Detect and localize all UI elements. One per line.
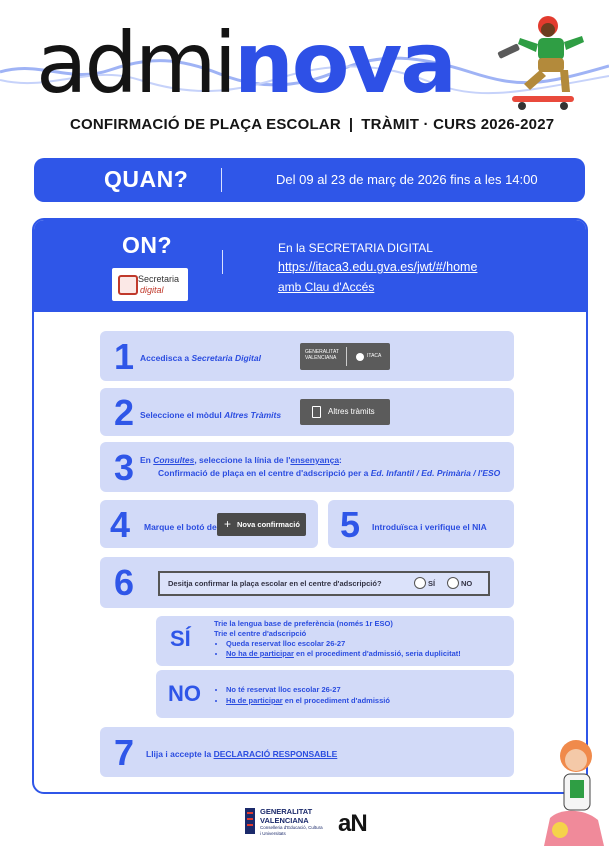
logo-wordmark (36, 14, 455, 112)
nova-confirmacio-label: Nova confirmació (237, 520, 300, 529)
declaracio-responsable-link[interactable]: DECLARACIÓ RESPONSABLE (213, 749, 338, 759)
secretaria-digital-logo (112, 268, 188, 301)
step-2-pre: Seleccione el mòdul (140, 410, 225, 420)
skater-illustration (478, 8, 588, 112)
step-1-number: 1 (114, 336, 135, 377)
logo-admi: admi (36, 14, 234, 112)
step-3 (100, 442, 514, 492)
step-7-number: 7 (114, 732, 135, 773)
gva-line2: VALENCIANA (260, 816, 309, 825)
clipboard-icon (312, 406, 321, 418)
step-1-pre: Accedisca a (140, 353, 192, 363)
adminova-small-logo: aN (338, 810, 367, 837)
step-3-line2b: Ed. Infantil / Ed. Primària / l'ESO (370, 468, 501, 478)
gva-line4: i Universitats (260, 831, 286, 836)
option-no-bullet2a: Ha de participar (226, 696, 283, 705)
gva-text (260, 807, 323, 837)
step-2-text (140, 410, 281, 420)
when-label: QUAN? (104, 166, 189, 192)
where-panel (32, 218, 588, 794)
option-si-bullet2a: No ha de participar (226, 649, 294, 658)
badge-itaca: ITACA (367, 353, 382, 359)
step-5 (328, 500, 514, 548)
step-7 (100, 727, 514, 777)
gva-emblem-icon (244, 804, 256, 838)
badge-gva: GENERALITAT VALENCIANA (305, 349, 339, 361)
step-3-c: , seleccione la línia de l' (194, 455, 291, 465)
option-si (156, 616, 514, 666)
adminova-logo (0, 0, 609, 112)
altres-tramits-label: Altres tràmits (328, 407, 375, 416)
laptop-icon (118, 275, 138, 295)
radio-no[interactable] (447, 577, 459, 589)
student-illustration (540, 730, 609, 846)
option-si-line1: Trie la lengua base de preferència (només 1r ESO) (214, 619, 393, 628)
option-no-text (214, 684, 509, 706)
when-divider (221, 168, 222, 192)
step-3-consultes: Consultes (153, 455, 195, 465)
step-5-text: Introduïsca i verifique el NIA (372, 522, 487, 532)
radio-si-label: SÍ (428, 579, 436, 588)
option-si-bullet2b: en el procediment d'admissió, seria duplicitat! (293, 649, 461, 658)
radio-si[interactable] (414, 577, 426, 589)
step-7-pre: Llija i accepte la (146, 749, 214, 759)
step-3-ensenyanca: ensenyança (290, 455, 340, 465)
badge-divider (346, 347, 347, 366)
subtitle-right: TRÀMIT · CURS 2026-2027 (361, 116, 555, 133)
subtitle-left: CONFIRMACIÓ DE PLAÇA ESCOLAR (70, 116, 341, 133)
step-6-number: 6 (114, 562, 135, 603)
option-si-bullet2 (226, 649, 509, 659)
subtitle-separator: | (348, 116, 354, 133)
gva-line1: GENERALITAT (260, 807, 313, 816)
where-line1: En la SECRETARIA DIGITAL (278, 241, 433, 255)
step-2-number: 2 (114, 392, 135, 433)
step-4-text: Marque el botó de (144, 522, 217, 532)
step-6 (100, 557, 514, 608)
option-si-label: SÍ (170, 626, 191, 651)
step-5-number: 5 (340, 504, 361, 545)
step-1 (100, 331, 514, 381)
sd-logo-text1: Secretaria (138, 274, 180, 284)
confirm-question: Desitja confirmar la plaça escolar en el centre d'adscripció? (168, 579, 382, 588)
step-1-em: Secretaria Digital (191, 353, 261, 363)
option-si-line2: Trie el centre d'adscripció (214, 629, 307, 638)
option-si-text (214, 619, 509, 659)
step-2-em: Altres Tràmits (224, 410, 282, 420)
option-no-bullet2b: en el procediment d'admissió (282, 696, 390, 705)
plus-icon: + (224, 517, 232, 531)
option-si-bullet1: • Queda reservat lloc escolar 26-27 (226, 639, 509, 649)
step-3-number: 3 (114, 447, 135, 488)
sd-logo-text2: digital (140, 285, 164, 295)
option-no (156, 670, 514, 718)
altres-tramits-button[interactable] (300, 399, 390, 425)
page-subtitle (70, 116, 554, 133)
clau-acces-link[interactable]: amb Clau d'Accés (278, 280, 375, 294)
step-4-number: 4 (110, 504, 131, 545)
when-banner (34, 158, 585, 202)
gva-line3: Conselleria d'Educació, Cultura (260, 825, 323, 830)
gva-itaca-badge (300, 343, 390, 370)
step-1-text (140, 353, 261, 363)
option-no-bullet2 (226, 695, 509, 706)
when-text: Del 09 al 23 de març de 2026 fins a les 14:00 (276, 172, 538, 187)
itaca-link[interactable]: https://itaca3.edu.gva.es/jwt/#/home (278, 260, 478, 274)
step-3-e: : (339, 455, 342, 465)
step-4 (100, 500, 318, 548)
logo-nova: nova (233, 14, 455, 112)
where-label: ON? (122, 232, 173, 258)
step-3-a: En (140, 455, 154, 465)
where-divider (222, 250, 223, 274)
step-7-text (146, 749, 337, 759)
step-2 (100, 388, 514, 436)
where-header (34, 220, 586, 312)
confirm-question-box (158, 571, 490, 596)
itaca-icon (356, 353, 364, 361)
option-no-label: NO (168, 681, 201, 706)
option-no-bullet1: • No té reservat lloc escolar 26-27 (226, 684, 509, 695)
step-3-line1 (140, 455, 342, 465)
step-3-line2 (158, 468, 500, 478)
nova-confirmacio-button[interactable] (217, 513, 306, 536)
step-3-line2a: Confirmació de plaça en el centre d'adscripció per a (158, 468, 371, 478)
footer (244, 804, 384, 844)
radio-no-label: NO (461, 579, 473, 588)
